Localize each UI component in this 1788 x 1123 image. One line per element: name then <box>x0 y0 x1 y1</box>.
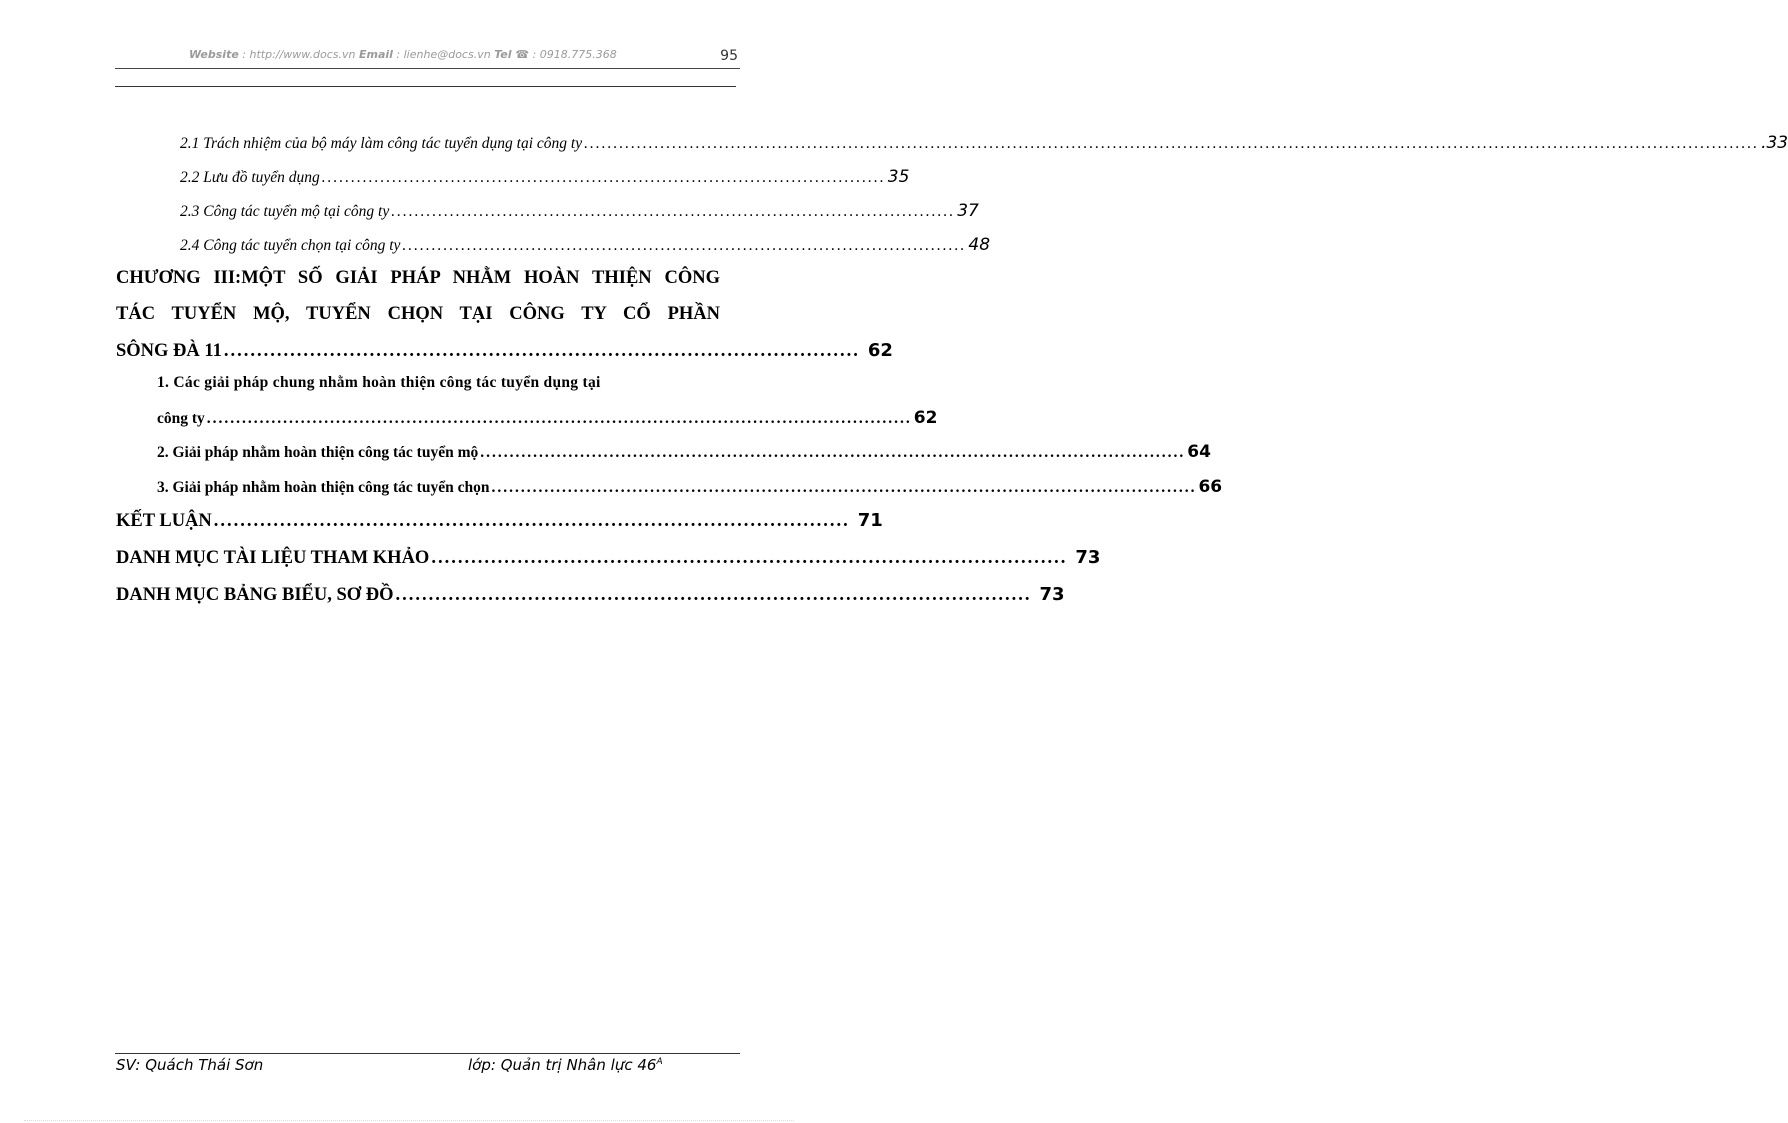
toc-entry-2-4 <box>180 235 991 255</box>
toc-leader: ................................................................................................ <box>395 585 1032 605</box>
toc-leader: ................................................................................................ <box>213 511 850 531</box>
footer-class-superscript: A <box>656 1057 663 1067</box>
toc-entry-2-3 <box>180 201 979 221</box>
toc-entry-references <box>116 547 1101 569</box>
header-divider <box>115 86 736 87</box>
toc-entry-page: 73 <box>1039 584 1065 605</box>
toc-entry-title: 2.2 Lưu đồ tuyển dụng <box>180 169 320 186</box>
website-url: : http://www.docs.vn <box>238 48 359 61</box>
toc-entry-3-3 <box>157 477 1223 497</box>
email-label: Email <box>358 48 393 61</box>
toc-entry-title: 2. Giải pháp nhằm hoàn thiện công tác tuyển mộ <box>157 444 479 461</box>
toc-entry-title: 2.1 Trách nhiệm của bộ máy làm công tác tuyển dụng tại công ty <box>180 135 583 152</box>
footer-student: SV: Quách Thái Sơn <box>116 1056 264 1074</box>
toc-leader: ........................................................................................................................ <box>206 410 912 427</box>
page-number: 95 <box>720 48 738 64</box>
toc-entry-page: 71 <box>857 510 883 531</box>
toc-entry-title: 2.4 Công tác tuyển chọn tại công ty <box>180 237 401 254</box>
email-address: : lienhe@docs.vn <box>392 48 495 61</box>
toc-entry-title: 1. Các giải pháp chung nhằm hoàn thiện công tác tuyển dụng tại <box>157 374 601 391</box>
page-bottom-edge <box>24 1120 794 1121</box>
toc-entry-page: .33 <box>1761 133 1788 153</box>
toc-entry-title: 2.3 Công tác tuyển mộ tại công ty <box>180 203 390 220</box>
toc-leader: ................................................................................................ <box>223 341 860 361</box>
tel-label: Tel ☎ <box>494 48 530 61</box>
toc-leader: ........................................................................................................................ <box>491 479 1197 496</box>
toc-entry-page: 35 <box>887 167 910 187</box>
footer-class-text: lớp: Quản trị Nhân lực 46 <box>468 1056 657 1074</box>
toc-entry-2-1 <box>180 133 1788 153</box>
toc-entry-page: 37 <box>957 201 979 221</box>
footer-class <box>468 1056 663 1074</box>
toc-leader: ........................................................................................................................ <box>480 444 1186 461</box>
toc-entry-3-2 <box>157 442 1211 462</box>
toc-entry-title: DANH MỤC BẢNG BIỂU, SƠ ĐỒ <box>116 585 394 605</box>
toc-entry-title: SÔNG ĐÀ 11 <box>116 341 222 361</box>
footer-divider <box>115 1053 740 1054</box>
toc-entry-tables-list <box>116 584 1065 606</box>
toc-entry-page: 64 <box>1187 442 1211 462</box>
chapter-3-heading-line-2: TÁC TUYỂN MỘ, TUYỂN CHỌN TẠI CÔNG TY CỔ PHẦN <box>116 304 720 324</box>
website-label: Website <box>189 48 239 61</box>
toc-entry-page: 73 <box>1075 547 1101 568</box>
toc-leader: ................................................................................................ <box>431 548 1068 568</box>
chapter-3-heading-line-3 <box>116 340 893 362</box>
toc-entry-3-1-line-2 <box>157 408 938 428</box>
toc-leader: ................................................................................................ <box>402 237 967 254</box>
toc-entry-page: 62 <box>867 340 893 361</box>
toc-entry-conclusion <box>116 510 883 532</box>
toc-entry-2-2 <box>180 167 910 187</box>
toc-entry-title: công ty <box>157 410 205 427</box>
toc-leader: ........................................................................................................................................................................................................ <box>584 135 1760 152</box>
page-header <box>115 46 740 69</box>
toc-leader: ................................................................................................ <box>321 169 886 186</box>
chapter-3-heading-line-1: CHƯƠNG III:MỘT SỐ GIẢI PHÁP NHẰM HOÀN THIỆN CÔNG <box>116 268 720 288</box>
toc-entry-page: 48 <box>968 235 991 255</box>
tel-number: : 0918.775.368 <box>529 48 617 61</box>
toc-entry-title: KẾT LUẬN <box>116 511 212 531</box>
toc-entry-page: 66 <box>1198 477 1223 497</box>
header-contact-info <box>189 48 617 61</box>
toc-entry-3-1-line-1 <box>157 374 723 392</box>
toc-leader: ................................................................................................ <box>391 203 956 220</box>
toc-entry-title: 3. Giải pháp nhằm hoàn thiện công tác tuyển chọn <box>157 479 490 496</box>
toc-entry-title: DANH MỤC TÀI LIỆU THAM KHẢO <box>116 548 430 568</box>
toc-entry-page: 62 <box>913 408 938 428</box>
